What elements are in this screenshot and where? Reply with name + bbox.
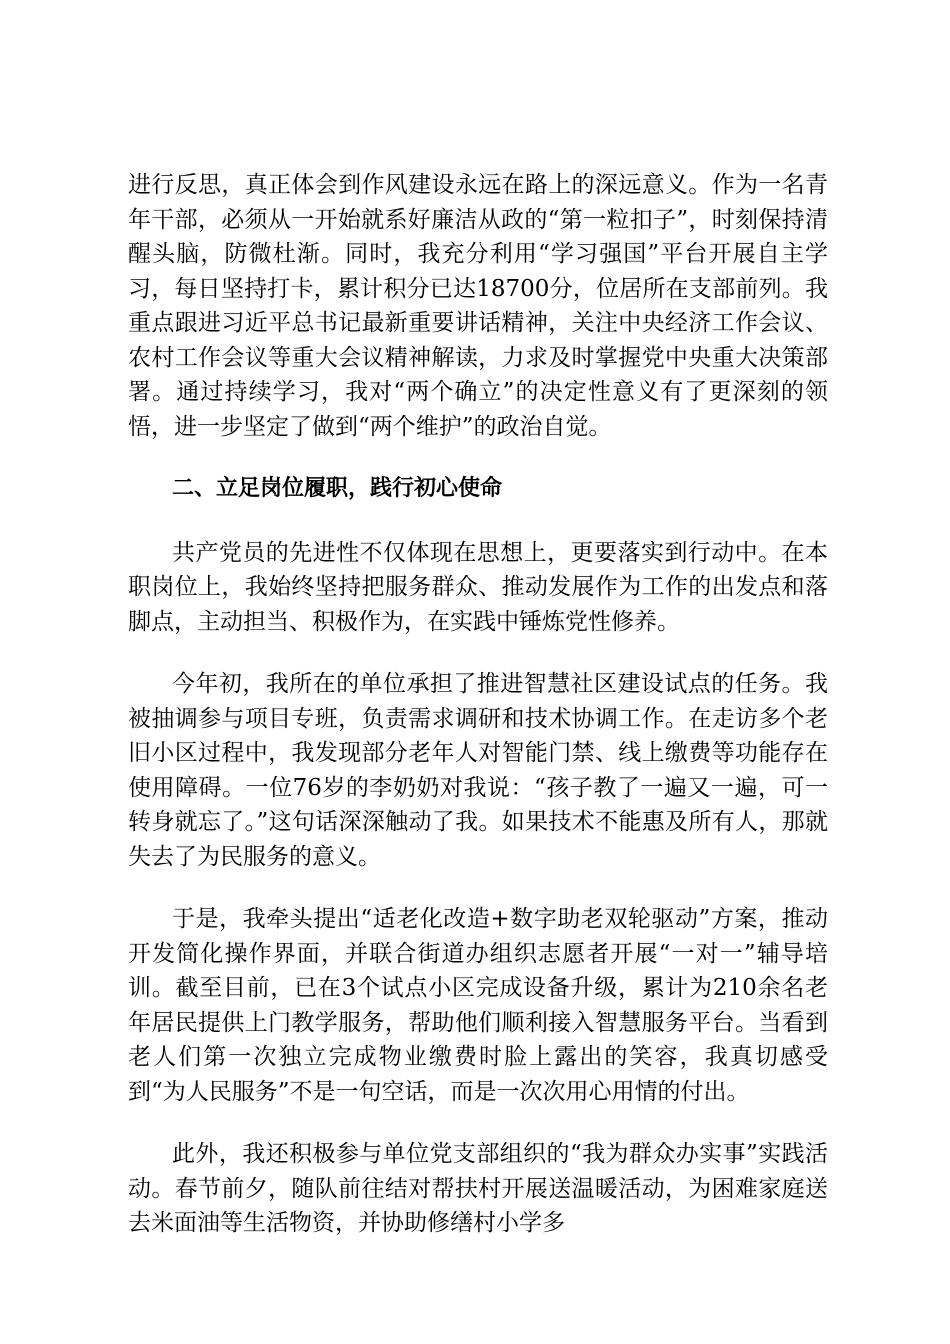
paragraph: 于是，我牵头提出“适老化改造+数字助老双轮驱动”方案，推动开发简化操作界面，并联合街道办组织志愿者开展“一对一”辅导培训。截至目前，已在3个试点小区完成设备升级，累计为210余名老年居民提供上门教学服务，帮助他们顺利接入智慧服务平台。当看到老人们第一次独立完成物业缴费时脸上露出的笑容，我真切感受到“为人民服务”不是一句空话，而是一次次用心用情的付出。 [128,906,828,1105]
paragraph-continuation: 进行反思，真正体会到作风建设永远在路上的深远意义。作为一名青年干部，必须从一开始就系好廉洁从政的“第一粒扣子”，时刻保持清醒头脑，防微杜渐。同时，我充分利用“学习强国”平台开展自主学习，每日坚持打卡，累计积分已达18700分，位居所在支部前列。我重点跟进习近平总书记最新重要讲话精神，关注中央经济工作会议、农村工作会议等重大会议精神解读，力求及时掌握党中央重大决策部署。通过持续学习，我对“两个确立”的决定性意义有了更深刻的领悟，进一步坚定了做到“两个维护”的政治自觉。 [128,172,828,440]
paragraph: 此外，我还积极参与单位党支部组织的“我为群众办实事”实践活动。春节前夕，随队前往结对帮扶村开展送温暖活动，为困难家庭送去米面油等生活物资，并协助修缮村小学多 [128,1141,828,1236]
paragraph: 共产党员的先进性不仅体现在思想上，更要落实到行动中。在本职岗位上，我始终坚持把服务群众、推动发展作为工作的出发点和落脚点，主动担当、积极作为，在实践中锤炼党性修养。 [128,539,828,635]
section-heading: 二、立足岗位履职，践行初心使命 [172,476,503,501]
paragraph: 今年初，我所在的单位承担了推进智慧社区建设试点的任务。我被抽调参与项目专班，负责需求调研和技术协调工作。在走访多个老旧小区过程中，我发现部分老年人对智能门禁、线上缴费等功能存在使用障碍。一位76岁的李奶奶对我说：“孩子教了一遍又一遍，可一转身就忘了。”这句话深深触动了我。如果技术不能惠及所有人，那就失去了为民服务的意义。 [128,671,828,870]
document-body [128,168,828,1269]
